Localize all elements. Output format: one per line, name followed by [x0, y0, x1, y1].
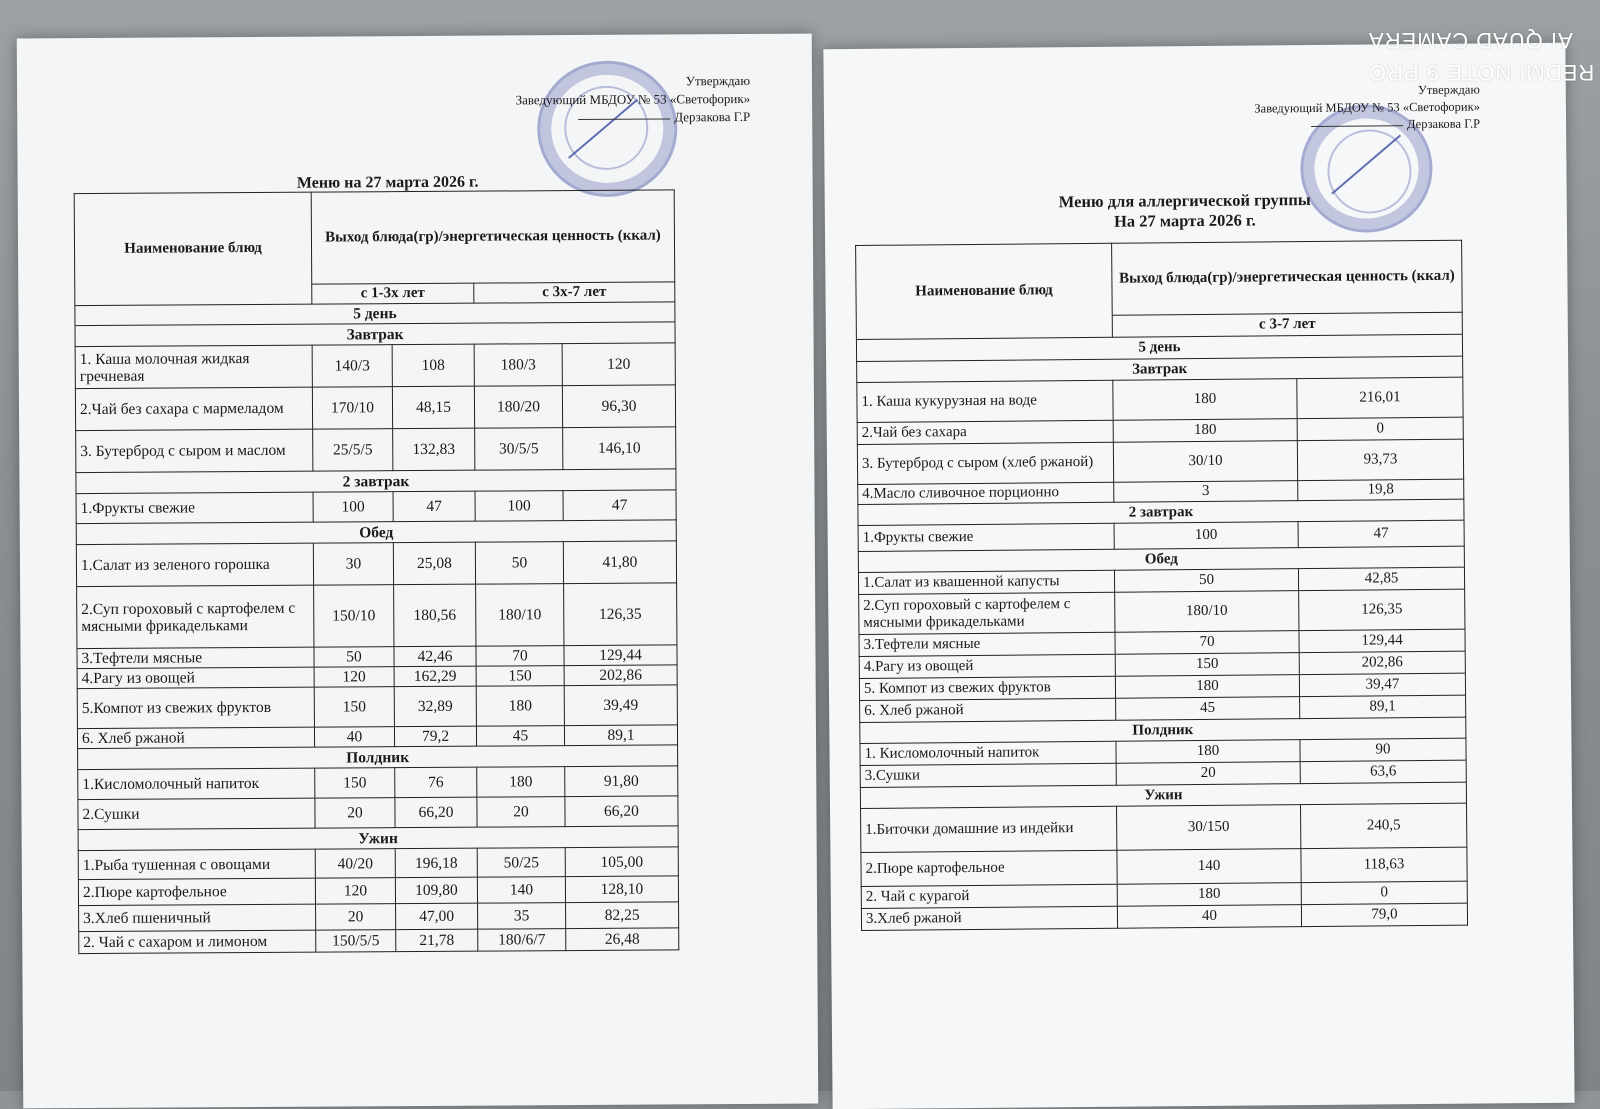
table-row [76, 541, 676, 587]
kcal-1-3: 25,08 [393, 542, 475, 585]
approval-line-3 [516, 108, 751, 127]
dish-name: 2.Сушки [78, 798, 315, 829]
dish-name: 3. Бутерброд с сыром и маслом [76, 429, 313, 472]
header-age-3-7: с 3х-7 лет [474, 282, 675, 303]
portion-3-7: 180 [1115, 675, 1299, 699]
kcal-3-7: 128,10 [565, 876, 678, 903]
kcal-3-7: 105,00 [565, 847, 678, 877]
dish-name: 2.Чай без сахара с мармеладом [75, 387, 312, 430]
menu-table-body [75, 302, 679, 954]
table-row [857, 439, 1463, 484]
dish-name: 1.Фрукты свежие [858, 523, 1114, 551]
kcal-1-3: 109,80 [395, 877, 477, 904]
portion-3-7: 180/10 [476, 584, 564, 647]
dish-name: 1.Биточки домашние из индейки [861, 806, 1117, 852]
kcal-3-7: 0 [1301, 881, 1467, 904]
kcal-1-3: 47 [393, 491, 475, 522]
portion-1-3: 120 [315, 878, 395, 904]
approval-line-1: Утверждаю [1417, 82, 1480, 98]
portion-3-7: 50 [1114, 569, 1298, 593]
approval-signer: Дерзакова Г.Р [1406, 116, 1481, 132]
portion-1-3: 150/10 [314, 585, 394, 647]
dish-name: 3. Бутерброд с сыром (хлеб ржаной) [857, 442, 1113, 484]
portion-3-7: 180 [476, 686, 564, 727]
kcal-3-7: 120 [562, 343, 675, 386]
kcal-3-7: 42,85 [1298, 567, 1464, 590]
allergy-menu-table-body [856, 334, 1467, 930]
approval-signer: Дерзакова Г.Р [674, 108, 751, 125]
portion-1-3: 150 [315, 768, 395, 798]
portion-3-7: 40 [1117, 905, 1301, 929]
kcal-1-3: 79,2 [394, 726, 476, 747]
header-age-1-3: с 1-3х лет [312, 283, 474, 304]
portion-3-7: 180 [1117, 883, 1301, 907]
section-title: Обед [858, 546, 1464, 572]
table-row [78, 766, 678, 800]
approval-block [1254, 82, 1480, 135]
table-row [78, 876, 678, 906]
dish-name: 1.Салат из квашенной капусты [858, 570, 1114, 594]
kcal-3-7: 0 [1297, 417, 1463, 440]
portion-1-3: 50 [314, 647, 394, 667]
dish-name: 3.Хлеб ржаной [861, 906, 1117, 930]
portion-1-3: 170/10 [312, 387, 392, 429]
portion-1-3: 30 [313, 543, 393, 585]
dish-name: 6. Хлеб ржаной [860, 698, 1116, 722]
table-row [78, 847, 678, 880]
kcal-1-3: 180,56 [394, 584, 476, 646]
kcal-3-7: 96,30 [562, 385, 675, 428]
dish-name: 1. Каша кукурузная на воде [857, 380, 1113, 422]
portion-1-3: 40 [314, 727, 394, 747]
table-row [857, 377, 1463, 422]
header-dish-name: Наименование блюд [856, 243, 1113, 339]
approval-line-2: Заведующий МБДОУ № 53 «Светофорик» [1254, 99, 1480, 116]
portion-3-7: 140 [1117, 849, 1301, 885]
portion-3-7: 180 [1113, 379, 1297, 421]
portion-3-7: 50 [475, 542, 563, 585]
portion-3-7: 100 [1114, 522, 1298, 550]
portion-3-7: 180 [477, 767, 565, 798]
kcal-1-3: 132,83 [393, 428, 475, 471]
camera-watermark [1368, 24, 1594, 88]
table-row [861, 903, 1467, 930]
page-title-line-2: На 27 марта 2026 г. [1113, 210, 1256, 231]
table-row [79, 902, 679, 932]
section-title: Ужин [860, 782, 1466, 808]
camera-watermark-line-1: REDMI NOTE 9 PRO [1367, 60, 1594, 85]
header-age-3-7: с 3-7 лет [1112, 312, 1462, 337]
portion-1-3: 20 [315, 798, 395, 828]
menu-sheet-main [17, 34, 819, 1109]
portion-3-7: 180/20 [474, 386, 562, 429]
kcal-3-7: 146,10 [563, 427, 676, 470]
dish-name: 6. Хлеб ржаной [77, 727, 314, 748]
approval-line-2: Заведующий МБДОУ № 53 «Светофорик» [515, 90, 751, 108]
kcal-1-3: 48,15 [392, 386, 474, 429]
portion-3-7: 150 [476, 666, 564, 687]
dish-name: 2.Пюре картофельное [861, 850, 1117, 886]
kcal-3-7: 240,5 [1300, 803, 1466, 848]
header-output: Выход блюда(гр)/энергетическая ценность (ккал) [311, 190, 675, 284]
dish-name: 1. Кисломолочный напиток [860, 741, 1116, 765]
page-title-line-1: Меню для аллергической группы [1058, 190, 1311, 212]
kcal-1-3: 47,00 [396, 903, 478, 930]
header-output: Выход блюда(гр)/энергетическая ценность (ккал) [1112, 240, 1463, 315]
kcal-3-7: 26,48 [566, 928, 679, 951]
dish-name: 4.Рагу из овощей [859, 654, 1115, 678]
page-title: Меню на 27 марта 2026 г. [296, 173, 479, 192]
portion-1-3: 100 [313, 492, 393, 522]
portion-3-7: 20 [477, 797, 565, 828]
kcal-3-7: 90 [1300, 738, 1466, 761]
dish-name: 5. Компот из свежих фруктов [859, 676, 1115, 700]
kcal-3-7: 202,86 [564, 665, 677, 686]
section-title: Полдник [78, 745, 678, 770]
day-label: 5 день [856, 334, 1462, 361]
kcal-1-3: 21,78 [396, 929, 478, 952]
kcal-3-7: 66,20 [565, 796, 678, 827]
portion-1-3: 150 [314, 687, 394, 727]
dish-name: 2. Чай с сахаром и лимоном [79, 930, 316, 953]
section-title: Обед [76, 520, 676, 545]
kcal-3-7: 202,86 [1299, 651, 1465, 674]
kcal-3-7: 216,01 [1297, 377, 1463, 418]
approval-line-1: Утверждаю [685, 72, 751, 89]
dish-name: 4.Масло сливочное порционно [858, 482, 1114, 504]
portion-3-7: 3 [1114, 481, 1298, 503]
kcal-3-7: 93,73 [1297, 439, 1463, 480]
dish-name: 2.Суп гороховый с картофелем с мясными фрикадельками [859, 592, 1115, 634]
kcal-3-7: 39,47 [1299, 673, 1465, 696]
section-title: Ужин [78, 826, 678, 851]
allergy-menu-table [855, 240, 1468, 931]
kcal-3-7: 129,44 [1299, 629, 1465, 652]
kcal-3-7: 118,63 [1301, 847, 1467, 882]
portion-3-7: 35 [478, 903, 566, 930]
table-row [75, 385, 675, 431]
kcal-3-7: 129,44 [564, 645, 677, 666]
kcal-3-7: 89,1 [1300, 695, 1466, 718]
dish-name: 4.Рагу из овощей [77, 667, 314, 688]
kcal-3-7: 82,25 [566, 902, 679, 929]
dish-name: 1.Рыба тушенная с овощами [78, 849, 315, 879]
table-row [76, 490, 676, 524]
table-row [859, 589, 1465, 634]
kcal-3-7: 126,35 [1299, 589, 1465, 630]
dish-name: 5.Компот из свежих фруктов [77, 687, 314, 728]
portion-3-7: 180 [1116, 740, 1300, 764]
portion-1-3: 150/5/5 [316, 930, 396, 952]
table-row [77, 583, 677, 649]
table-row [76, 427, 676, 473]
portion-3-7: 100 [475, 491, 563, 522]
portion-3-7: 150 [1115, 653, 1299, 677]
kcal-1-3: 108 [392, 344, 474, 387]
section-title: 2 завтрак [76, 469, 676, 494]
dish-name: 1. Каша молочная жидкая гречневая [75, 345, 312, 388]
dish-name: 3.Хлеб пшеничный [79, 904, 316, 931]
dish-name: 2.Пюре картофельное [78, 878, 315, 905]
portion-3-7: 70 [1115, 631, 1299, 655]
day-label: 5 день [75, 302, 675, 326]
kcal-1-3: 32,89 [394, 686, 476, 727]
kcal-3-7: 39,49 [564, 685, 677, 726]
page-title [1015, 190, 1355, 233]
kcal-3-7: 79,0 [1301, 903, 1467, 926]
kcal-1-3: 42,46 [394, 646, 476, 667]
kcal-3-7: 47 [1298, 520, 1464, 547]
section-title: 2 завтрак [858, 499, 1464, 525]
kcal-1-3: 162,29 [394, 666, 476, 687]
signature-line [578, 117, 670, 120]
kcal-1-3: 76 [395, 767, 477, 798]
dish-name: 3.Тефтели мясные [77, 647, 314, 668]
portion-1-3: 25/5/5 [313, 429, 393, 471]
section-title: Завтрак [857, 356, 1463, 382]
kcal-3-7: 91,80 [565, 766, 678, 797]
section-title: Завтрак [75, 322, 675, 347]
portion-3-7: 70 [476, 646, 564, 667]
section-title: Полдник [860, 717, 1466, 743]
table-row [861, 803, 1467, 852]
portion-3-7: 180/6/7 [478, 929, 566, 952]
kcal-3-7: 19,8 [1298, 479, 1464, 500]
kcal-1-3: 196,18 [395, 848, 477, 878]
portion-3-7: 140 [477, 877, 565, 904]
table-row [78, 796, 678, 830]
portion-1-3: 140/3 [312, 345, 392, 387]
portion-3-7: 30/5/5 [475, 428, 563, 471]
portion-1-3: 120 [314, 667, 394, 687]
kcal-3-7: 41,80 [563, 541, 676, 584]
header-dish-name: Наименование блюд [74, 192, 312, 305]
camera-watermark-line-2: AI QUAD CAMERA [1367, 28, 1573, 53]
portion-3-7: 50/25 [477, 848, 565, 878]
dish-name: 1.Салат из зеленого горошка [76, 543, 313, 586]
approval-line-3 [1254, 116, 1480, 135]
dish-name: 2. Чай с курагой [861, 884, 1117, 908]
portion-1-3: 20 [316, 904, 396, 930]
table-row [79, 928, 679, 954]
portion-3-7: 45 [476, 726, 564, 747]
signature-line [1311, 124, 1403, 127]
kcal-3-7: 47 [563, 490, 676, 521]
table-row [861, 847, 1467, 886]
portion-3-7: 45 [1116, 697, 1300, 721]
dish-name: 1.Кисломолочный напиток [78, 768, 315, 799]
kcal-3-7: 126,35 [564, 583, 677, 646]
dish-name: 2.Суп гороховый с картофелем с мясными фрикадельками [77, 585, 314, 648]
portion-1-3: 40/20 [315, 849, 395, 878]
menu-table [74, 189, 680, 954]
kcal-1-3: 66,20 [395, 797, 477, 828]
table-row [77, 685, 677, 729]
dish-name: 3.Сушки [860, 763, 1116, 787]
kcal-3-7: 89,1 [564, 725, 677, 746]
table-row [75, 343, 675, 389]
portion-3-7: 30/10 [1113, 441, 1297, 483]
portion-3-7: 180 [1113, 419, 1297, 443]
dish-name: 2.Чай без сахара [857, 420, 1113, 444]
portion-3-7: 30/150 [1117, 805, 1301, 851]
menu-sheet-allergy [823, 43, 1574, 1109]
dish-name: 1.Фрукты свежие [76, 492, 313, 523]
portion-3-7: 180/10 [1115, 591, 1299, 633]
kcal-3-7: 63,6 [1300, 760, 1466, 783]
approval-block [515, 72, 750, 127]
portion-3-7: 20 [1116, 762, 1300, 786]
portion-3-7: 180/3 [474, 344, 562, 387]
dish-name: 3.Тефтели мясные [859, 632, 1115, 656]
